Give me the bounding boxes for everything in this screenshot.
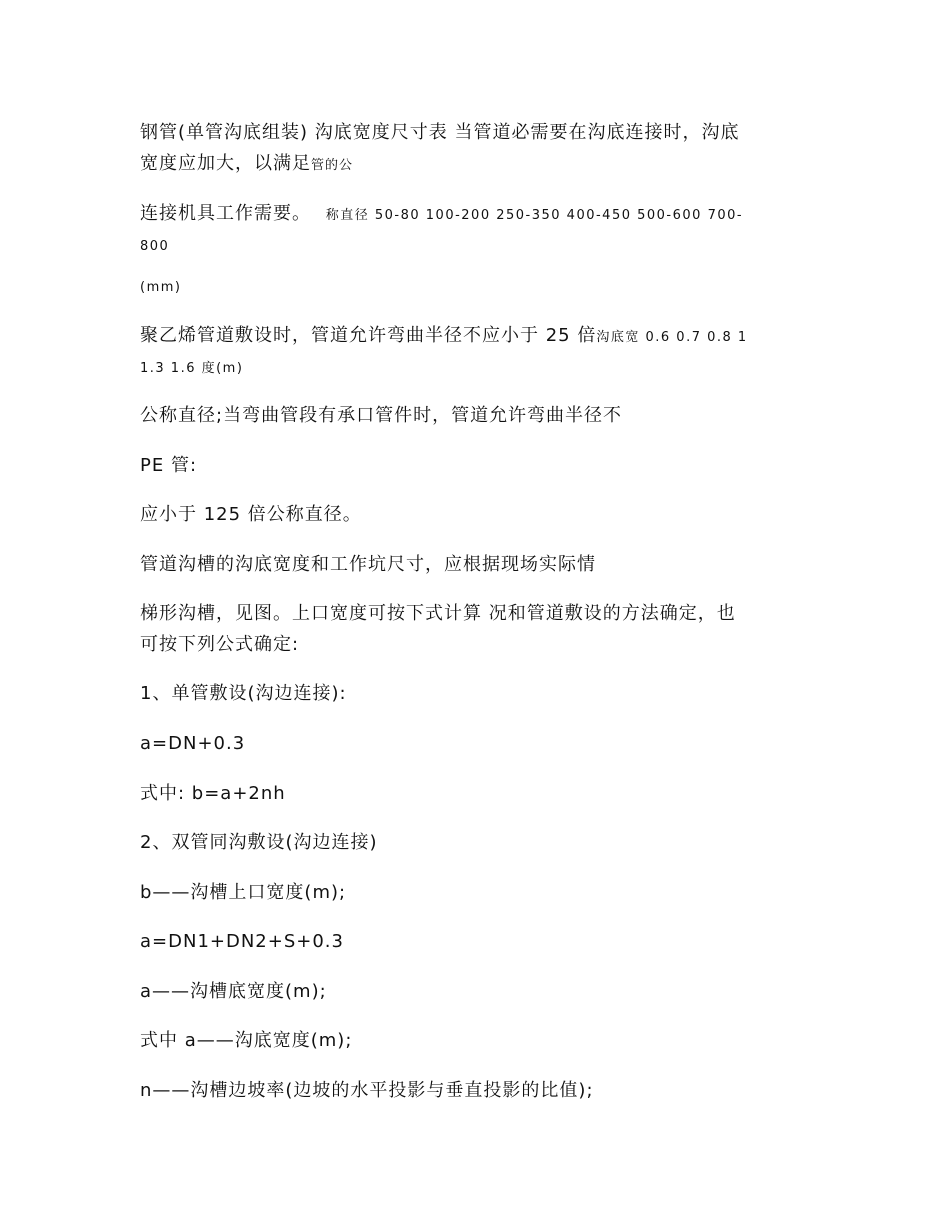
paragraph-pe-pipe: PE 管: [140,455,198,476]
text-line [140,148,810,181]
paragraph-trench-width: 管道沟槽的沟底宽度和工作坑尺寸，应根据现场实际情 [140,554,596,575]
text-line [140,320,810,353]
paragraph-steel-pipe-table [140,117,810,181]
text-small: 管的公 [311,158,354,173]
paragraph-double-pipe: 2、双管同沟敷设(沟边连接) [140,832,378,853]
text-small-widths: 沟底宽 0.6 0.7 0.8 1 [596,330,748,345]
paragraph-125-times: 应小于 125 倍公称直径。 [140,504,362,525]
text-main: 聚乙烯管道敷设时，管道允许弯曲半径不应小于 25 倍 [140,325,597,346]
text-small-diameters: 称直径 50-80 100-200 250-350 400-450 500-600 700- [325,208,744,223]
definition-n: n——沟槽边坡率(边坡的水平投影与垂直投影的比值); [140,1080,594,1101]
paragraph-pe-bend-radius [140,320,810,384]
text-line: 钢管(单管沟底组装) 沟底宽度尺寸表 当管道必需要在沟底连接时，沟底 [140,122,740,143]
text-small-continued: 800 [140,239,170,254]
definition-b: b——沟槽上口宽度(m); [140,882,347,903]
paragraph-connection-tools [140,198,810,262]
paragraph-trapezoid-trench [140,598,810,660]
definition-a-bottom: a——沟槽底宽度(m); [140,981,327,1002]
paragraph-single-pipe: 1、单管敷设(沟边连接): [140,683,347,704]
definition-a-width: 式中 a——沟底宽度(m); [140,1030,353,1051]
formula-double-pipe: a=DN1+DN2+S+0.3 [140,931,344,952]
paragraph-nominal-diameter: 公称直径;当弯曲管段有承口管件时，管道允许弯曲半径不 [140,405,623,426]
text-line: 梯形沟槽，见图。上口宽度可按下式计算 况和管道敷设的方法确定，也 [140,603,736,624]
text-line: 可按下列公式确定: [140,634,300,655]
text-small: (mm) [140,280,182,295]
text-main: 宽度应加大，以满足 [140,153,311,174]
text-line [140,198,810,231]
paragraph-unit-mm [140,272,810,303]
text-main: 连接机具工作需要。 [140,203,311,224]
formula-top-width: 式中: b=a+2nh [140,783,286,804]
text-small-continued: 1.3 1.6 度(m) [140,361,244,376]
formula-single-pipe: a=DN+0.3 [140,733,246,754]
